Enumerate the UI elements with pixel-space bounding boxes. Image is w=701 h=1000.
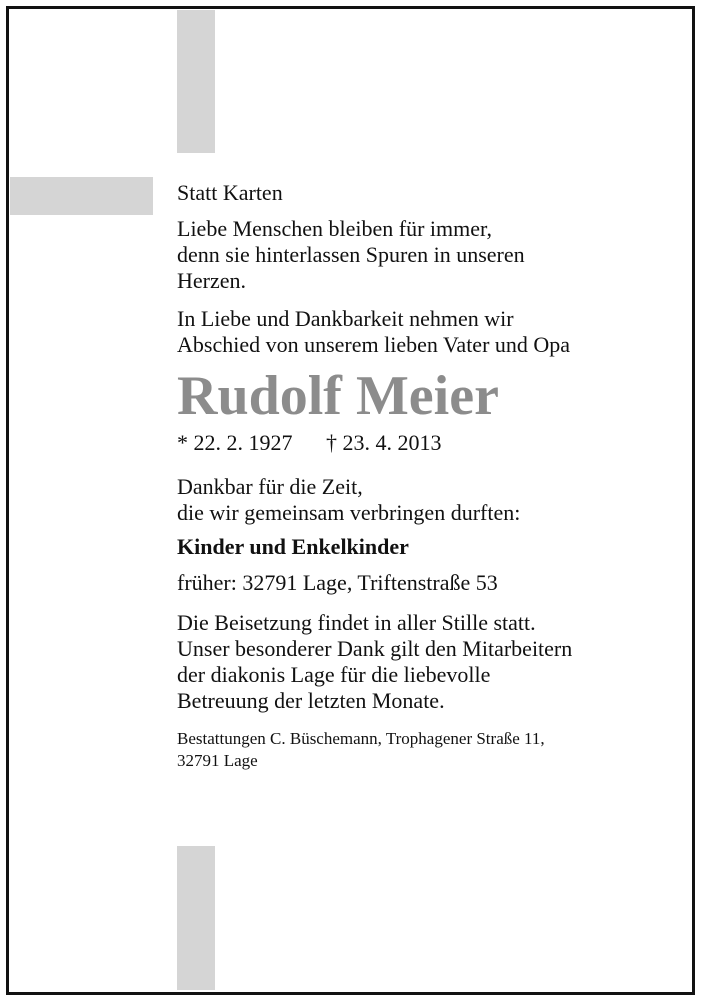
deceased-name: Rudolf Meier [177, 365, 499, 427]
quote-line: Herzen. [177, 268, 247, 293]
undertaker-line: 32791 Lage [177, 751, 258, 770]
funeral-info [177, 610, 677, 714]
cross-lower-beam [177, 846, 215, 990]
life-dates [177, 430, 677, 456]
quote-line: Liebe Menschen bleiben für immer, [177, 216, 492, 241]
quote-line: denn sie hinterlassen Spuren in unseren [177, 242, 525, 267]
death-date: † 23. 4. 2013 [326, 430, 442, 455]
intro-text: Statt Karten [177, 180, 283, 205]
gratitude-line: die wir gemeinsam verbringen durften: [177, 500, 521, 525]
undertaker-line: Bestattungen C. Büschemann, Trophagener Straße 11, [177, 729, 545, 748]
farewell-line: In Liebe und Dankbarkeit nehmen wir [177, 306, 514, 331]
obituary-text [177, 180, 677, 772]
cross-arm-beam [10, 177, 153, 215]
funeral-line: Betreuung der letzten Monate. [177, 688, 445, 713]
undertaker [177, 728, 677, 772]
farewell [177, 306, 677, 358]
gratitude [177, 474, 677, 526]
funeral-line: der diakonis Lage für die liebevolle [177, 662, 491, 687]
birth-date: * 22. 2. 1927 [177, 430, 293, 455]
funeral-line: Unser besonderer Dank gilt den Mitarbeitern [177, 636, 573, 661]
funeral-line: Die Beisetzung findet in aller Stille statt. [177, 610, 536, 635]
quote [177, 216, 677, 294]
gratitude-line: Dankbar für die Zeit, [177, 474, 363, 499]
cross-upper-beam [177, 10, 215, 153]
former-address: früher: 32791 Lage, Triftenstraße 53 [177, 570, 498, 595]
farewell-line: Abschied von unserem lieben Vater und Opa [177, 332, 571, 357]
family-signature: Kinder und Enkelkinder [177, 534, 409, 559]
